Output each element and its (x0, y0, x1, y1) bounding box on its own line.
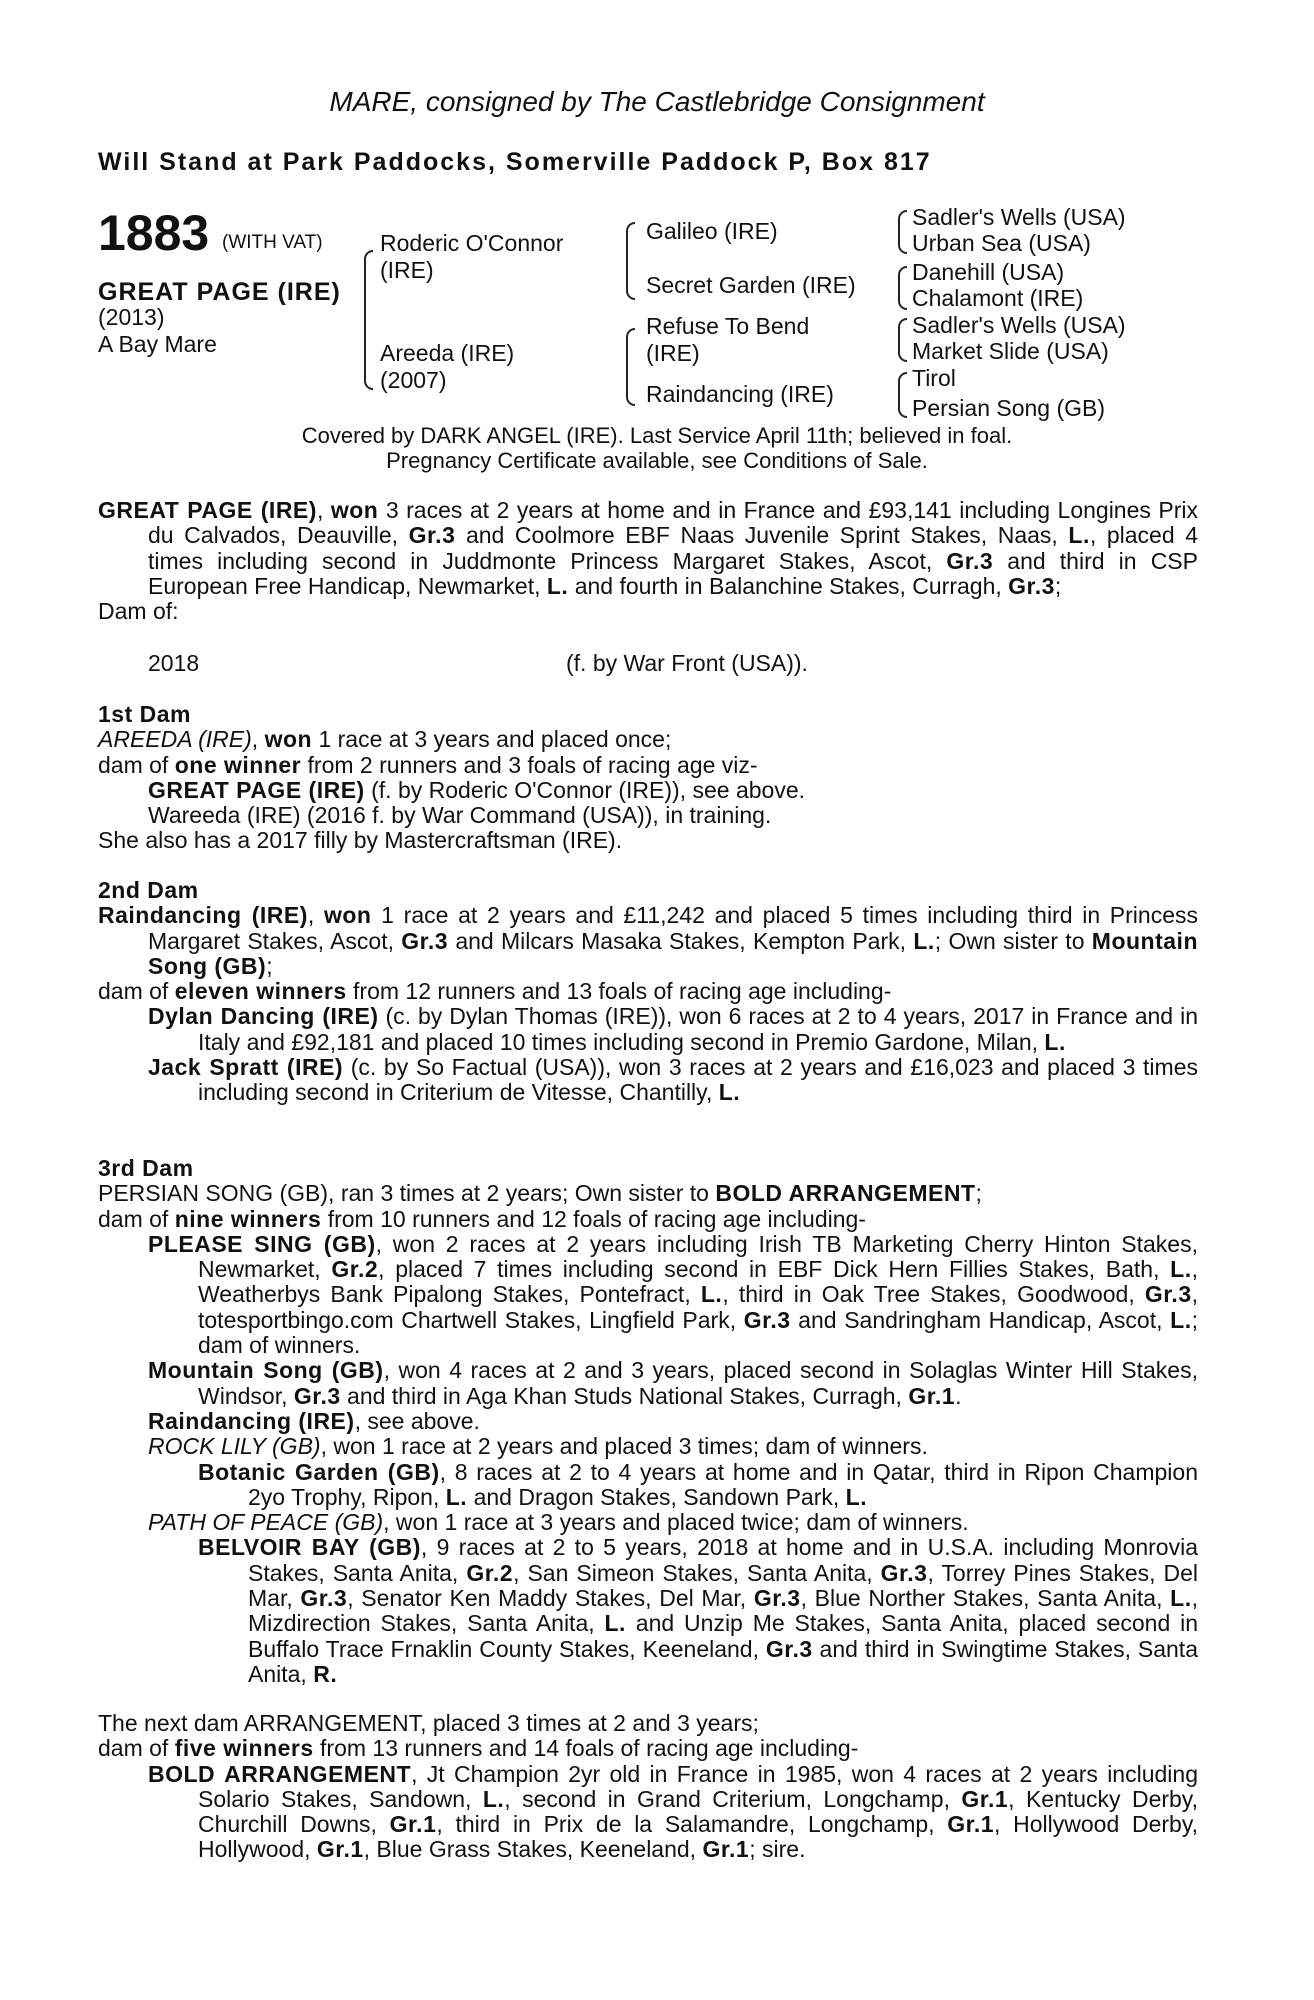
progeny-text: and Dragon Stakes, Sandown Park, (467, 1483, 846, 1510)
catalogue-title: MARE, consigned by The Castlebridge Consignment (329, 86, 985, 117)
grade: L. (1170, 1306, 1192, 1333)
grade: L. (1068, 522, 1090, 549)
second-dam-text: ; (266, 952, 273, 979)
sire-line2: (IRE) (380, 257, 434, 283)
grade: L. (1170, 1256, 1192, 1283)
intro-text: and fourth in Balanchine Stakes, Curragh, (568, 572, 1009, 599)
first-dam-won: won (264, 726, 313, 753)
grade: L. (913, 927, 935, 954)
grade: L. (445, 1483, 468, 1510)
progeny-text: , 8 races at 2 to 4 years at home and in Qatar, third in Ripon Champion 2yo Trophy, Ripon, (248, 1458, 1198, 1510)
vat-note: (WITH VAT) (222, 232, 323, 253)
horse-description: A Bay Mare (98, 331, 217, 357)
dam-of-label: Dam of: (98, 598, 179, 625)
second-dam-section: 2nd Dam Raindancing (IRE), won 1 race at 2 years and £11,242 and placed 5 times including third in Princess Margaret Stakes, Ascot, Gr.3 and Milcars Masaka Stakes, Kempton Park, L.; Own sister to Mountain Song (GB); dam of eleven winners from 12 runners and 13 foals of racing age including- Dylan Dancing (IRE) (c. by Dylan Thomas (IRE)), won 6 races at 2 to 4 years, 2017 in France and in Italy and £92,181 and placed 10 times including second in Premio Gardone, Milan, L. Jack Spratt (IRE) (c. by So Factual (USA)), won 3 races at 2 years and £16,023 and placed 3 times including second in Criterium de Vitesse, Chantilly, L. (98, 877, 1198, 1106)
second-dam-name: Raindancing (IRE) (98, 902, 308, 929)
grade: Gr.1 (908, 1382, 956, 1409)
grade: L. (700, 1281, 723, 1308)
progeny-text: , Hollywood Derby, Hollywood, (198, 1811, 1199, 1863)
progeny-text: , second in Grand Criterium, Longchamp, (504, 1785, 962, 1812)
dam-dam: Raindancing (IRE) (646, 381, 834, 407)
third-dam-heading: 3rd Dam (98, 1155, 194, 1181)
grade: Gr.3 (293, 1382, 341, 1409)
progeny-text: , Kentucky Derby, Churchill Downs, (198, 1785, 1198, 1838)
grade: Gr.1 (389, 1811, 437, 1838)
lot-number: 1883 (98, 205, 210, 261)
grade: Gr.3 (1144, 1281, 1192, 1308)
brace-galileo (898, 210, 907, 254)
progeny-text: ; sire. (749, 1836, 806, 1863)
stand-location: Will Stand at Park Paddocks, Somerville Paddock P, Box 817 (98, 148, 932, 176)
grade: R. (313, 1660, 338, 1687)
progeny-text: , Jt Champion 2yr old in France in 1985, won 4 races at 2 years including Solario Stakes, Sandown, (198, 1760, 1198, 1812)
grade: Gr.3 (880, 1559, 928, 1586)
progeny-name: PATH OF PEACE (GB) (148, 1509, 384, 1536)
grade: Gr.2 (331, 1256, 379, 1283)
gen3-4: Chalamont (IRE) (912, 285, 1084, 311)
grade: Gr.3 (743, 1306, 791, 1333)
progeny-text: , third in Prix de la Salamandre, Longchamp, (436, 1811, 948, 1838)
winners-count: nine winners (174, 1205, 322, 1232)
gen3-6: Market Slide (USA) (912, 338, 1109, 364)
dam-of-text: dam of (98, 1205, 175, 1232)
first-dam-heading: 1st Dam (98, 701, 191, 727)
grade: L. (482, 1785, 505, 1812)
progeny-text: ; dam of winners. (198, 1306, 1198, 1359)
intro-text: and Coolmore EBF Naas Juvenile Sprint Stakes, Naas, (455, 522, 1069, 549)
grandprogeny-name: BELVOIR BAY (GB) (198, 1534, 421, 1561)
covered-line1: Covered by DARK ANGEL (IRE). Last Service April 11th; believed in foal. (301, 423, 1013, 448)
progeny-text: , Weatherbys Bank Pipalong Stakes, Pontefract, (198, 1256, 1198, 1308)
grade: Gr.3 (753, 1585, 801, 1612)
gen3-7: Tirol (912, 365, 956, 391)
horse-year: (2013) (98, 304, 165, 330)
intro-text: , placed 4 times including second in Juddmonte Princess Margaret Stakes, Ascot, (148, 522, 1198, 574)
progeny-name: BOLD ARRANGEMENT (148, 1760, 412, 1787)
horse-name: GREAT PAGE (IRE) (98, 278, 341, 306)
also-note: She also has a 2017 filly by Mastercraftsman (IRE). (98, 827, 623, 854)
progeny-name: Dylan Dancing (IRE) (148, 1003, 379, 1030)
progeny-text: , 9 races at 2 to 5 years, 2018 at home and in U.S.A. including Monrovia Stakes, Santa Anita, (248, 1534, 1198, 1586)
brace-dam-parents (626, 328, 635, 406)
progeny-text: , see above. (354, 1407, 480, 1434)
dam-sire-line1: Refuse To Bend (646, 313, 810, 339)
progeny-text: . (955, 1382, 962, 1409)
sire-dam: Secret Garden (IRE) (646, 272, 856, 298)
foal-description: (f. by War Front (USA)). (566, 650, 808, 676)
progeny-text: , totesportbingo.com Chartwell Stakes, Lingfield Park, (198, 1281, 1199, 1333)
brace-secret-garden (898, 266, 907, 310)
progeny-name: ROCK LILY (GB) (148, 1433, 321, 1460)
progeny-text: , won 1 race at 3 years and placed twice; dam of winners. (383, 1509, 969, 1536)
progeny-text: , Senator Ken Maddy Stakes, Del Mar, (347, 1585, 754, 1612)
gen3-2: Urban Sea (USA) (912, 230, 1091, 256)
grade: Gr.1 (316, 1836, 364, 1863)
progeny-text: , Mizdirection Stakes, Santa Anita, (248, 1585, 1199, 1637)
intro-text: and third in CSP European Free Handicap, Newmarket, (148, 547, 1198, 599)
brace-raindancing (898, 372, 907, 418)
winners-count: one winner (174, 751, 302, 778)
second-dam-won: won (323, 902, 372, 929)
progeny-name: Raindancing (IRE) (148, 1407, 355, 1434)
progeny-name: Mountain Song (GB) (148, 1357, 384, 1384)
grade: Gr.3 (946, 547, 994, 574)
grade: L. (845, 1483, 868, 1510)
third-dam-section (98, 1156, 1198, 1687)
next-dam-text: from 13 runners and 14 foals of racing age including- (313, 1735, 859, 1762)
grade: Gr.1 (961, 1785, 1009, 1812)
intro-horse-name: GREAT PAGE (IRE) (98, 497, 317, 523)
first-dam-text: 1 race at 3 years and placed once; (312, 726, 672, 753)
progeny-name: Jack Spratt (IRE) (148, 1054, 344, 1081)
grade: L. (546, 572, 569, 599)
gen3-8: Persian Song (GB) (912, 395, 1106, 421)
progeny-name: GREAT PAGE (IRE) (148, 776, 365, 803)
winners-count: eleven winners (174, 978, 347, 1005)
second-dam-text: ; Own sister to (934, 927, 1092, 954)
second-dam-text: and Milcars Masaka Stakes, Kempton Park, (448, 927, 914, 954)
progeny-text: and third in Swingtime Stakes, Santa Anita, (248, 1635, 1198, 1687)
intro-won: won (330, 497, 379, 523)
third-dam-text: PERSIAN SONG (GB), ran 3 times at 2 years; Own sister to (98, 1180, 716, 1207)
progeny-text: , San Simeon Stakes, Santa Anita, (513, 1559, 881, 1586)
gen3-1: Sadler's Wells (USA) (912, 204, 1126, 230)
brace-refuse-to-bend (898, 318, 907, 362)
progeny-text: , won 4 races at 2 and 3 years, placed second in Solaglas Winter Hill Stakes, Windsor, (198, 1357, 1198, 1409)
winners-count: five winners (174, 1735, 314, 1762)
first-dam-name: AREEDA (IRE) (98, 726, 252, 753)
second-dam-heading: 2nd Dam (98, 877, 199, 903)
progeny-text: , Blue Norther Stakes, Santa Anita, (800, 1585, 1171, 1612)
intro-section: GREAT PAGE (IRE), won 3 races at 2 years at home and in France and £93,141 including Longines Prix du Calvados, Deauville, Gr.3 and Coolmore EBF Naas Juvenile Sprint Stakes, Naas, L., placed 4 times including second in Juddmonte Princess Margaret Stakes, Ascot, Gr.3 and third in CSP European Free Handicap, Newmarket, L. and fourth in Balanchine Stakes, Curragh, Gr.3; Dam of: (98, 497, 1198, 625)
progeny-text: , third in Oak Tree Stakes, Goodwood, (722, 1281, 1145, 1308)
grade: L. (718, 1079, 741, 1106)
grandprogeny-name: Botanic Garden (GB) (198, 1458, 440, 1485)
second-dam-text: 1 race at 2 years and £11,242 and placed 5 times including third in Princess Margaret Stakes, Ascot, (148, 902, 1198, 954)
intro-text: 3 races at 2 years at home and in France and £93,141 including Longines Prix du Calvados, Deauville, (148, 497, 1198, 549)
progeny-text: (c. by So Factual (USA)), won 3 races at 2 years and £16,023 and placed 3 times including second in Criterium de Vitesse, Chantilly, (198, 1054, 1198, 1106)
grade: Gr.2 (466, 1559, 514, 1586)
progeny-text: (f. by Roderic O'Connor (IRE)), see above. (364, 776, 805, 803)
progeny-text: , Blue Grass Stakes, Keeneland, (363, 1836, 703, 1863)
first-dam-section: 1st Dam AREEDA (IRE), won 1 race at 3 years and placed once; dam of one winner from 2 runners and 3 foals of racing age viz- GREAT PAGE (IRE) (f. by Roderic O'Connor (IRE)), see above. Wareeda (IRE) (2016 f. by War Command (USA)), in training. She also has a 2017 filly by Mastercraftsman (IRE). (98, 702, 1198, 854)
progeny-text: , won 1 race at 2 years and placed 3 times; dam of winners. (320, 1433, 928, 1460)
grade: Gr.1 (702, 1836, 750, 1863)
first-dam-text: from 2 runners and 3 foals of racing age viz- (301, 751, 758, 778)
grade: Gr.3 (300, 1585, 348, 1612)
brace-sire-dam (364, 250, 373, 390)
grade: Gr.3 (765, 1635, 813, 1662)
next-dam-section (98, 1711, 1198, 1863)
progeny-text: , Torrey Pines Stakes, Del Mar, (248, 1559, 1199, 1612)
sister-name: BOLD ARRANGEMENT (715, 1180, 976, 1207)
progeny-entry: Wareeda (IRE) (2016 f. by War Command (USA)), in training. (148, 802, 772, 829)
foal-year: 2018 (148, 650, 200, 676)
dam-of-text: dam of (98, 1735, 175, 1762)
third-dam-text: ; (975, 1180, 982, 1207)
third-dam-text: from 10 runners and 12 foals of racing age including- (321, 1205, 866, 1232)
sire-sire: Galileo (IRE) (646, 218, 778, 244)
dam-line2: (2007) (380, 367, 447, 393)
grade: Gr.3 (1008, 572, 1055, 599)
progeny-text: and third in Aga Khan Studs National Stakes, Curragh, (340, 1382, 909, 1409)
covered-line2: Pregnancy Certificate available, see Conditions of Sale. (386, 448, 928, 473)
progeny-text: , placed 7 times including second in EBF Dick Hern Fillies Stakes, Bath, (378, 1256, 1171, 1283)
sire-line1: Roderic O'Connor (380, 230, 564, 256)
sister-name: Mountain Song (GB) (148, 927, 1198, 979)
dam-line1: Areeda (IRE) (380, 340, 515, 366)
dam-sire-line2: (IRE) (646, 340, 700, 366)
grade: L. (604, 1610, 626, 1637)
progeny-text: and Unzip Me Stakes, Santa Anita, placed second in Buffalo Trace Frnaklin County Stakes, Keeneland, (248, 1610, 1198, 1662)
gen3-5: Sadler's Wells (USA) (912, 312, 1126, 338)
intro-text: ; (1054, 572, 1062, 599)
progeny-text: and Sandringham Handicap, Ascot, (790, 1306, 1171, 1333)
second-dam-text: from 12 runners and 13 foals of racing age including- (346, 978, 892, 1005)
brace-sire-parents (626, 222, 635, 300)
grade: L. (1044, 1028, 1066, 1055)
progeny-name: PLEASE SING (GB) (148, 1230, 376, 1257)
dam-of-text: dam of (98, 751, 175, 778)
next-dam-line: The next dam ARRANGEMENT, placed 3 times at 2 and 3 years; (98, 1710, 759, 1736)
grade: Gr.3 (401, 927, 449, 954)
progeny-text: (c. by Dylan Thomas (IRE)), won 6 races at 2 to 4 years, 2017 in France and in Italy and £92,181 and placed 10 times including second in Premio Gardone, Milan, (198, 1003, 1198, 1055)
grade: L. (1170, 1585, 1192, 1612)
grade: Gr.1 (947, 1811, 995, 1838)
grade: Gr.3 (408, 522, 456, 549)
dam-of-text: dam of (98, 978, 175, 1005)
progeny-text: , won 2 races at 2 years including Irish TB Marketing Cherry Hinton Stakes, Newmarket, (198, 1230, 1198, 1283)
gen3-3: Danehill (USA) (912, 259, 1065, 285)
